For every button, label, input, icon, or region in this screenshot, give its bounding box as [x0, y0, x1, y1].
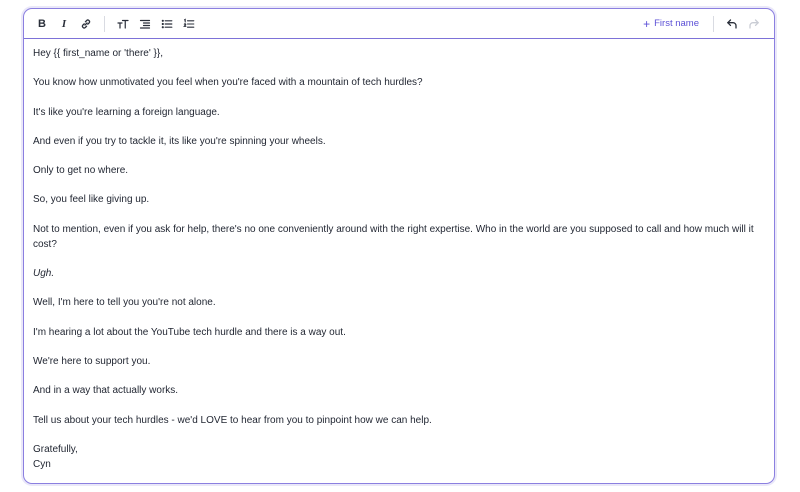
- body-paragraph-italic: Ugh.: [33, 268, 55, 280]
- bullet-list-icon: [161, 18, 173, 30]
- signature-name: Cyn: [33, 458, 51, 470]
- body-paragraph: Not to mention, even if you ask for help, there's no one conveniently around with the right expertise. Who in the world are you supposed to call and how much will it cost?: [33, 223, 754, 250]
- body-paragraph: And even if you try to tackle it, its like you're spinning your wheels.: [33, 135, 326, 147]
- numbered-list-button[interactable]: [179, 14, 199, 34]
- redo-icon: [748, 18, 760, 30]
- body-paragraph-greeting: Hey {{ first_name or 'there' }},: [33, 48, 163, 59]
- italic-icon: I: [61, 17, 67, 30]
- plus-icon: +: [643, 16, 651, 31]
- link-icon: [80, 18, 92, 30]
- toolbar-divider: [713, 16, 714, 32]
- undo-button[interactable]: [722, 14, 742, 34]
- sign-off: Gratefully,: [33, 443, 78, 455]
- body-paragraph: Tell us about your tech hurdles - we'd LOVE to hear from you to pinpoint how we can help.: [33, 414, 432, 426]
- email-body-textarea[interactable]: [24, 39, 774, 472]
- numbered-list-icon: [183, 18, 195, 30]
- bold-button[interactable]: [32, 14, 52, 34]
- text-size-button[interactable]: [113, 14, 133, 34]
- text-size-icon: [117, 18, 129, 30]
- bold-icon: B: [38, 17, 46, 30]
- body-paragraph: So, you feel like giving up.: [33, 194, 150, 206]
- link-button[interactable]: [76, 14, 96, 34]
- undo-icon: [726, 18, 738, 30]
- text-align-button[interactable]: [135, 14, 155, 34]
- bullet-list-button[interactable]: [157, 14, 177, 34]
- body-paragraph: We're here to support you.: [33, 355, 151, 367]
- body-paragraph: You know how unmotivated you feel when you're faced with a mountain of tech hurdles?: [33, 77, 423, 89]
- body-paragraph: And in a way that actually works.: [33, 385, 179, 397]
- body-paragraph: It's like you're learning a foreign language.: [33, 106, 220, 118]
- italic-button[interactable]: [54, 14, 74, 34]
- redo-button[interactable]: [744, 14, 764, 34]
- body-paragraph: Only to get no where.: [33, 165, 129, 177]
- toolbar-divider: [104, 16, 105, 32]
- email-editor: [23, 8, 775, 484]
- body-paragraph: I'm hearing a lot about the YouTube tech hurdle and there is a way out.: [33, 326, 346, 338]
- text-align-icon: [139, 18, 151, 30]
- insert-first-name-label: First name: [654, 18, 699, 29]
- editor-toolbar: [24, 9, 774, 39]
- body-paragraph: Well, I'm here to tell you you're not alone.: [33, 297, 216, 309]
- insert-first-name-button[interactable]: [643, 18, 699, 30]
